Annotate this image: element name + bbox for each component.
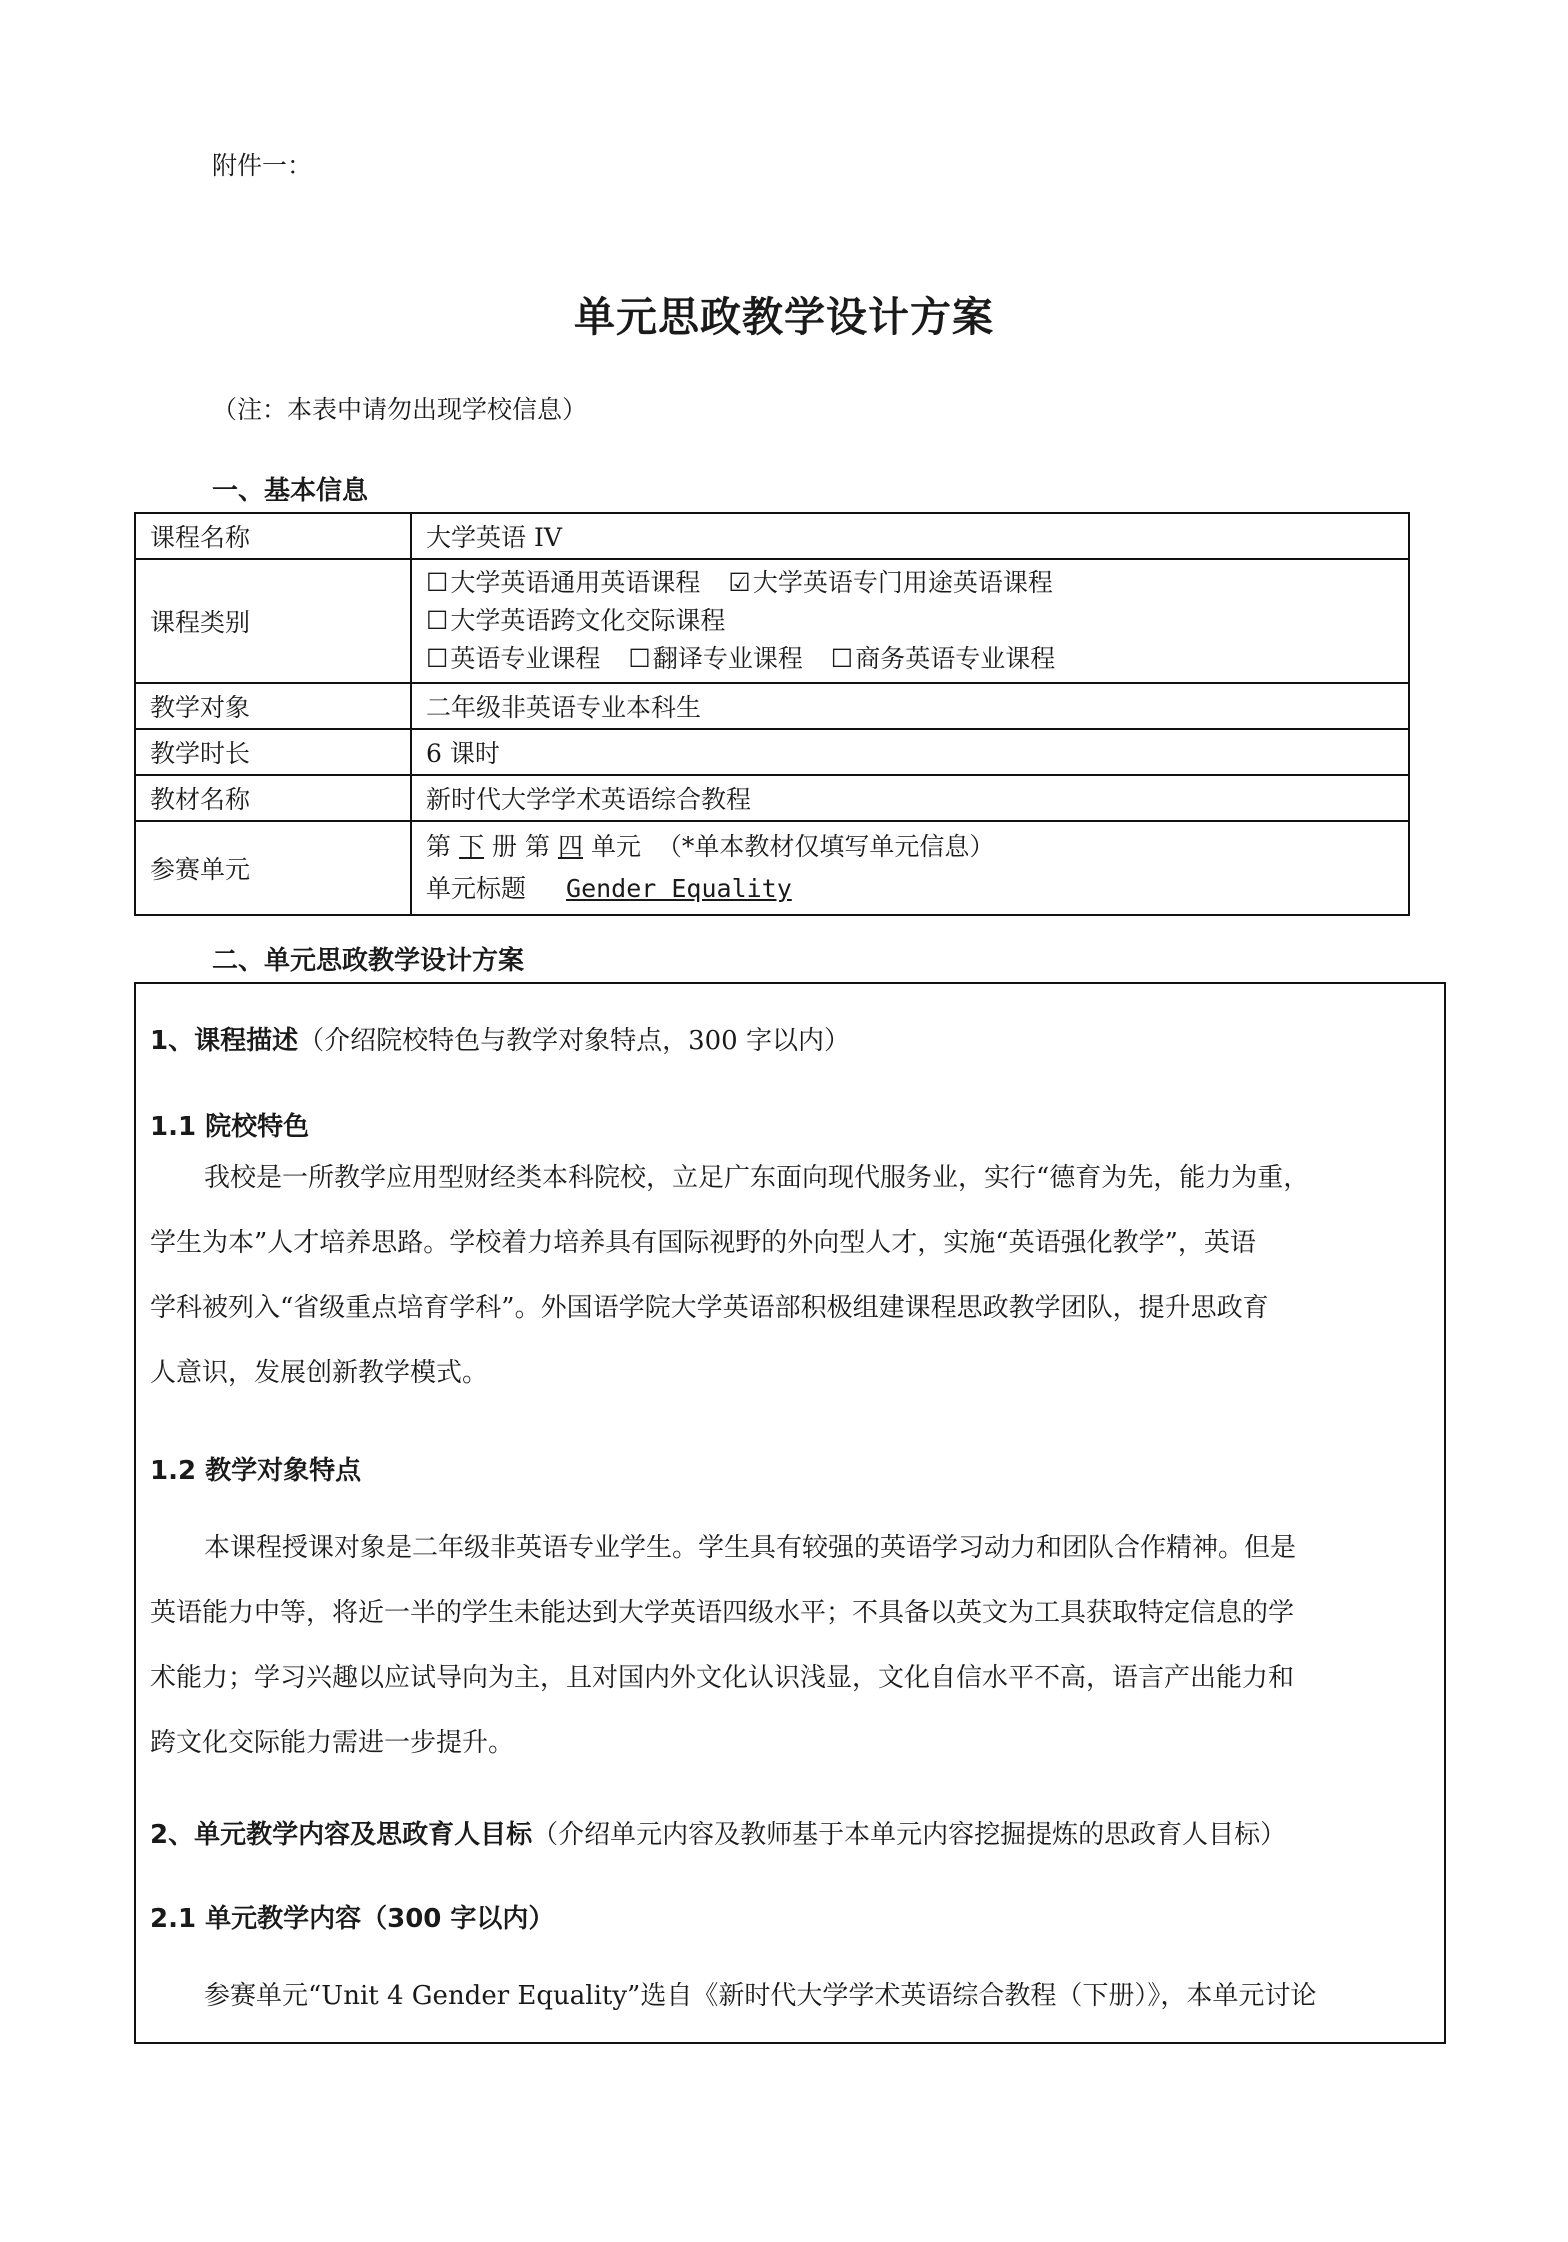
category-option-intercultural[interactable]: ☐大学英语跨文化交际课程: [426, 606, 726, 635]
textbook-label: 教材名称: [135, 775, 411, 821]
heading-student-characteristics: 1.2 教学对象特点: [150, 1456, 362, 1486]
checkbox-icon: ☐: [426, 644, 449, 673]
unit-volume: 下: [459, 832, 485, 861]
unit-title-label: 单元标题: [426, 874, 527, 903]
note-text: （注：本表中请勿出现学校信息）: [212, 395, 588, 424]
table-row: [135, 729, 1409, 775]
section-design-heading: 二、单元思政教学设计方案: [212, 946, 525, 976]
hours-value: 6 课时: [411, 729, 1409, 775]
course-name-label: 课程名称: [135, 513, 411, 559]
section-basic-info-heading: 一、基本信息: [212, 476, 369, 506]
table-row: [135, 775, 1409, 821]
unit-value: 第 下 册 第 四 单元 （*单本教材仅填写单元信息） 单元标题 Gender Equality: [411, 821, 1409, 915]
course-category-options: [411, 559, 1409, 683]
checkbox-icon: ☐: [426, 606, 449, 635]
checkbox-icon: ☐: [830, 644, 854, 673]
table-row: [135, 513, 1409, 559]
checkbox-icon: ☐: [426, 568, 449, 597]
audience-value: 二年级非英语专业本科生: [411, 683, 1409, 729]
unit-label: 参赛单元: [135, 821, 411, 915]
table-row: [135, 821, 1409, 915]
basic-info-table: [134, 512, 1410, 916]
paragraph-school-features: 我校是一所教学应用型财经类本科院校，立足广东面向现代服务业，实行“德育为先，能力为重， 学生为本”人才培养思路。学校着力培养具有国际视野的外向型人才，实施“英语强化教学”，英语 学科被列入“省级重点培育学科”。外国语学院大学英语部积极组建课程思政教学团队，提升思政育 人意识，发展创新教学模式。: [150, 1163, 1310, 1388]
category-option-english-major[interactable]: ☐英语专业课程: [426, 644, 601, 673]
table-row: [135, 559, 1409, 683]
checkbox-checked-icon: ☑: [728, 568, 751, 597]
unit-number: 四: [557, 832, 583, 861]
heading-course-description: 1、课程描述（介绍院校特色与教学对象特点，300 字以内）: [150, 1026, 850, 1056]
heading-unit-content: 2.1 单元教学内容（300 字以内）: [150, 1904, 555, 1934]
heading-unit-content-goals: 2、单元教学内容及思政育人目标（介绍单元内容及教师基于本单元内容挖掘提炼的思政育人目标）: [150, 1820, 1287, 1850]
unit-title-value: Gender Equality: [566, 874, 792, 903]
category-option-esp[interactable]: ☑大学英语专门用途英语课程: [728, 568, 1053, 597]
heading-school-features: 1.1 院校特色: [150, 1112, 310, 1142]
audience-label: 教学对象: [135, 683, 411, 729]
checkbox-icon: ☐: [628, 644, 651, 673]
textbook-value: 新时代大学学术英语综合教程: [411, 775, 1409, 821]
table-row: [135, 683, 1409, 729]
paragraph-unit-content: 参赛单元“Unit 4 Gender Equality”选自《新时代大学学术英语综合教程（下册）》，本单元讨论: [204, 1981, 1317, 2011]
category-option-business-english[interactable]: ☐商务英语专业课程: [830, 644, 1056, 673]
category-option-translation[interactable]: ☐翻译专业课程: [628, 644, 803, 673]
hours-label: 教学时长: [135, 729, 411, 775]
paragraph-student-characteristics: 本课程授课对象是二年级非英语专业学生。学生具有较强的英语学习动力和团队合作精神。但是 英语能力中等，将近一半的学生未能达到大学英语四级水平；不具备以英文为工具获取特定信息的学 术能力；学习兴趣以应试导向为主，且对国内外文化认识浅显，文化自信水平不高，语言产出能力和 跨文化交际能力需进一步提升。: [150, 1533, 1297, 1758]
unit-note: （*单本教材仅填写单元信息）: [656, 832, 995, 861]
design-content-box: [134, 982, 1446, 2044]
course-category-label: 课程类别: [135, 559, 411, 683]
category-option-general[interactable]: ☐大学英语通用英语课程: [426, 568, 701, 597]
document-title: 单元思政教学设计方案: [574, 293, 994, 341]
course-name-value: 大学英语 IV: [411, 513, 1409, 559]
attachment-label: 附件一：: [212, 151, 313, 180]
